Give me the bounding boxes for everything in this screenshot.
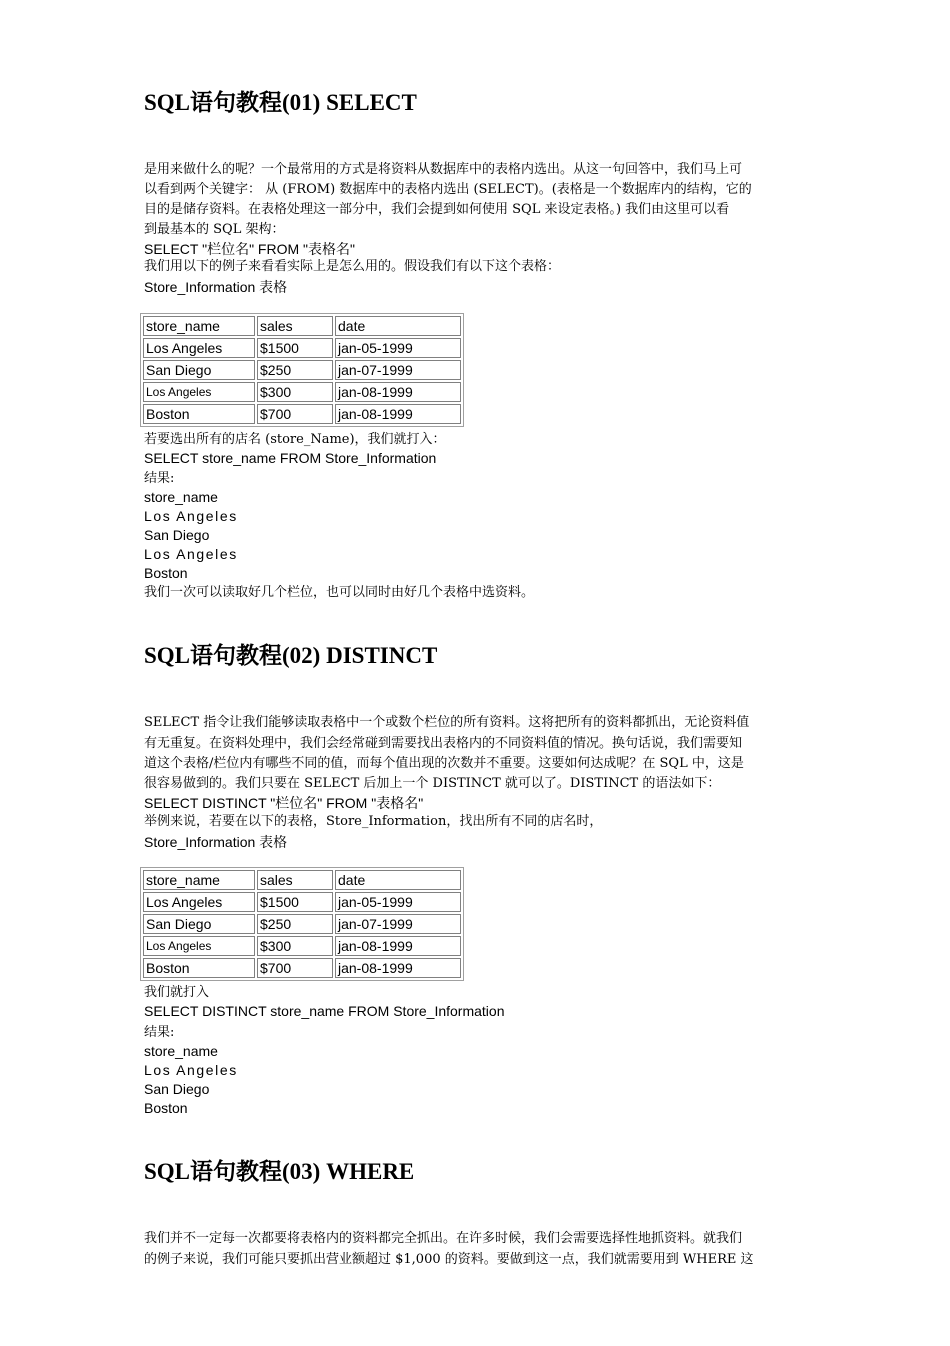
table-header-cell: sales: [257, 870, 333, 890]
paragraph-line: 以看到两个关键字： 从 (FROM) 数据库中的表格内选出 (SELECT)。(表格是一个数据库内的结构，它的: [144, 182, 752, 197]
table-cell: $300: [257, 382, 333, 402]
result-label: 结果:: [144, 471, 175, 486]
table-cell: $1500: [257, 892, 333, 912]
paragraph-line: 若要选出所有的店名 (store_Name)，我们就打入：: [144, 432, 446, 447]
table-row: [143, 892, 461, 912]
table-row: [143, 404, 461, 424]
paragraph-line: 的例子来说，我们可能只要抓出营业额超过 $1,000 的资料。要做到这一点，我们就需要用到 WHERE 这: [144, 1252, 754, 1267]
paragraph-line: SELECT 指令让我们能够读取表格中一个或数个栏位的所有资料。这将把所有的资料都抓出，无论资料值: [144, 715, 750, 730]
store-information-table: [140, 313, 464, 427]
paragraph-line: 我们并不一定每一次都要将表格内的资料都完全抓出。在许多时候，我们会需要选择性地抓资料。就我们: [144, 1231, 743, 1246]
table-cell: jan-07-1999: [335, 914, 461, 934]
section-heading-select: SQL语句教程(01) SELECT: [144, 90, 417, 115]
result-line: Los Angeles: [144, 546, 238, 562]
paragraph-line: 我们一次可以读取好几个栏位，也可以同时由好几个表格中选资料。: [144, 585, 535, 600]
paragraph-line: 是用来做什么的呢？一个最常用的方式是将资料从数据库中的表格内选出。从这一句回答中，我们马上可: [144, 162, 743, 177]
example-intro: 我们用以下的例子来看看实际上是怎么用的。假设我们有以下这个表格：: [144, 259, 561, 274]
table-cell: jan-08-1999: [335, 382, 461, 402]
result-label: 结果:: [144, 1025, 175, 1040]
table-header-cell: store_name: [143, 870, 255, 890]
table-cell: $700: [257, 404, 333, 424]
section-heading-distinct: SQL语句教程(02) DISTINCT: [144, 643, 438, 668]
paragraph-line: 道这个表格/栏位内有哪些不同的值，而每个值出现的次数并不重要。这要如何达成呢？在 SQL 中，这是: [144, 756, 744, 771]
table-cell: Boston: [143, 958, 255, 978]
paragraph-line: 很容易做到的。我们只要在 SELECT 后加上一个 DISTINCT 就可以了。DISTINCT 的语法如下：: [144, 776, 721, 791]
table-cell: Los Angeles: [143, 892, 255, 912]
table-cell: Los Angeles: [143, 338, 255, 358]
table-row: [143, 936, 461, 956]
store-information-table: [140, 867, 464, 981]
table-cell: Los Angeles: [143, 936, 255, 956]
table-header-row: [143, 316, 461, 336]
table-header-cell: store_name: [143, 316, 255, 336]
example-intro: 举例来说，若要在以下的表格，Store_Information，找出所有不同的店名时，: [144, 814, 603, 829]
syntax-line: SELECT DISTINCT "栏位名" FROM "表格名": [144, 795, 424, 811]
result-line: store_name: [144, 489, 218, 505]
result-line: San Diego: [144, 527, 210, 543]
result-line: Los Angeles: [144, 1062, 238, 1078]
table-cell: Boston: [143, 404, 255, 424]
table-header-cell: sales: [257, 316, 333, 336]
syntax-line: SELECT "栏位名" FROM "表格名": [144, 241, 355, 257]
result-line: store_name: [144, 1043, 218, 1059]
result-line: San Diego: [144, 1081, 210, 1097]
table-caption: Store_Information 表格: [144, 834, 288, 850]
table-cell: jan-05-1999: [335, 338, 461, 358]
section-heading-where: SQL语句教程(03) WHERE: [144, 1159, 415, 1184]
table-cell: San Diego: [143, 360, 255, 380]
paragraph-line: 目的是储存资料。在表格处理这一部分中，我们会提到如何使用 SQL 来设定表格。) 我们由这里可以看: [144, 202, 730, 217]
result-line: Boston: [144, 565, 188, 581]
result-line: Boston: [144, 1100, 188, 1116]
table-cell: $1500: [257, 338, 333, 358]
table-header-cell: date: [335, 870, 461, 890]
paragraph-line: 有无重复。在资料处理中，我们会经常碰到需要找出表格内的不同资料值的情况。换句话说，我们需要知: [144, 736, 743, 751]
table-row: [143, 360, 461, 380]
table-caption: Store_Information 表格: [144, 279, 288, 295]
table-cell: jan-08-1999: [335, 404, 461, 424]
table-cell: jan-07-1999: [335, 360, 461, 380]
result-line: Los Angeles: [144, 508, 238, 524]
table-cell: jan-05-1999: [335, 892, 461, 912]
paragraph-line: 我们就打入: [144, 985, 210, 1000]
table-cell: $300: [257, 936, 333, 956]
query-line: SELECT DISTINCT store_name FROM Store_Information: [144, 1003, 505, 1019]
table-row: [143, 338, 461, 358]
table-cell: $700: [257, 958, 333, 978]
table-header-cell: date: [335, 316, 461, 336]
table-header-row: [143, 870, 461, 890]
table-row: [143, 382, 461, 402]
table-cell: Los Angeles: [143, 382, 255, 402]
table-cell: jan-08-1999: [335, 936, 461, 956]
paragraph-line: 到最基本的 SQL 架构：: [144, 222, 285, 237]
table-cell: San Diego: [143, 914, 255, 934]
query-line: SELECT store_name FROM Store_Information: [144, 450, 437, 466]
table-cell: $250: [257, 914, 333, 934]
table-cell: jan-08-1999: [335, 958, 461, 978]
table-row: [143, 914, 461, 934]
table-row: [143, 958, 461, 978]
table-cell: $250: [257, 360, 333, 380]
